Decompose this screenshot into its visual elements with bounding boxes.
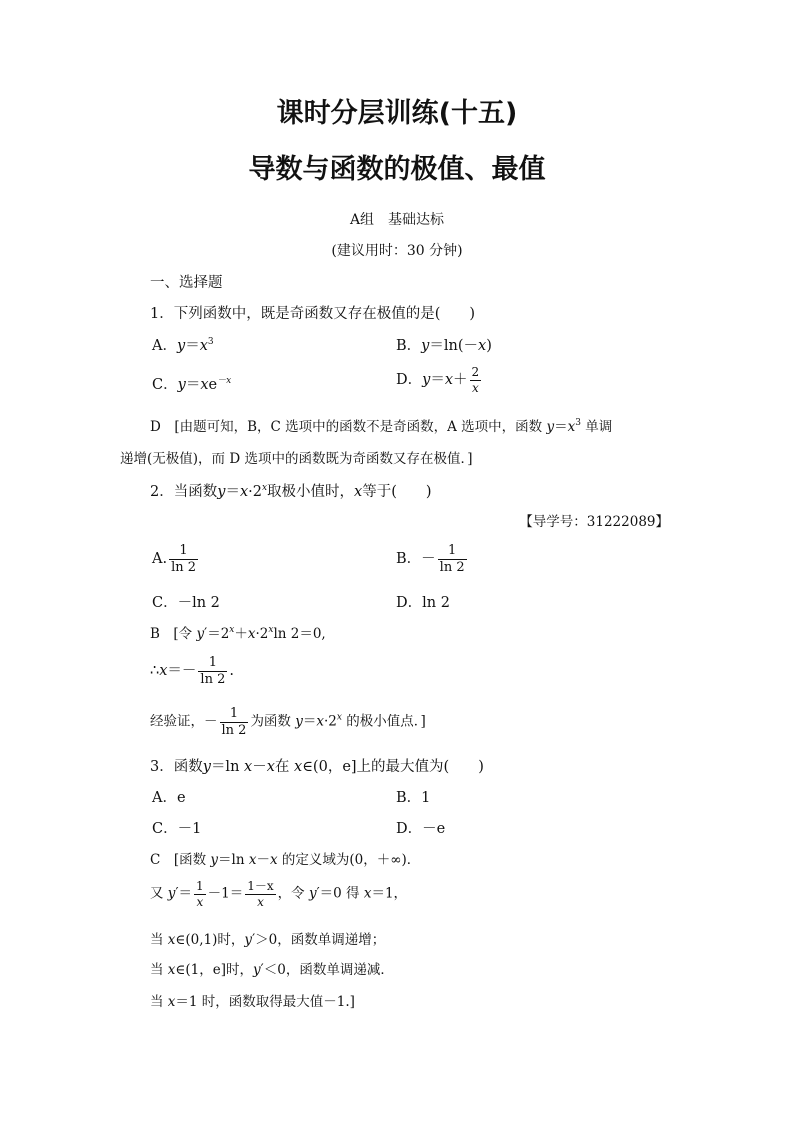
fraction: $\frac{1}{x}$ (196, 879, 204, 909)
q2-explanation-line3: 经验证，－ $\frac{1}{\ln 2}$ 为函数 $y=x\cdot 2^x$ 的极小值点．] (150, 706, 426, 738)
page-title: 课时分层训练(十五) (276, 98, 518, 129)
q3-option-c: C．－1 (152, 821, 202, 837)
q3-option-d: D．－e (396, 821, 446, 837)
q3-explanation-line5: 当 x＝1 时，函数取得最大值－1.] (150, 994, 355, 1010)
q2-stem: 2．当函数$y=x\cdot 2^x$取极小值时，x等于( ) (150, 483, 432, 500)
section-heading: 一、选择题 (150, 275, 223, 291)
guide-number: 【导学号：31222089】 (519, 514, 669, 530)
suggested-time: (建议用时：30 分钟) (331, 243, 463, 259)
q2-option-b: B．－ $\frac{1}{\ln 2}$ (396, 543, 465, 575)
q3-explanation-line1: C [函数 y＝ln x－x 的定义域为(0，＋∞)． (150, 852, 421, 868)
q3-option-b: B．1 (396, 790, 431, 806)
q1-option-c: C．$y=xe^{-x}$ (152, 376, 232, 393)
q3-explanation-line3: 当 x∈(0,1)时，y′＞0，函数单调递增； (150, 932, 386, 948)
q1-explanation-line2: 递增(无极值)，而 D 选项中的函数既为奇函数又存在极值．] (120, 451, 473, 467)
fraction: $\frac{1}{\ln 2}$ (171, 543, 197, 575)
q2-explanation-line2: ∴x＝－ $\frac{1}{\ln 2}$ . (150, 655, 234, 687)
q1-option-d: D．y＝x＋ $\frac{2}{x}$ (396, 365, 480, 395)
group-label: A组 基础达标 (349, 212, 445, 228)
q3-explanation-line2: 又 y′＝ $\frac{1}{x}$ －1＝ $\frac{1-x}{x}$ ，令 y′＝0 得 x＝1， (150, 879, 408, 909)
q2-option-d: D．ln 2 (396, 595, 450, 611)
fraction: $\frac{1}{\ln 2}$ (439, 543, 465, 575)
fraction: $\frac{2}{x}$ (471, 365, 480, 395)
q1-option-b: B．y＝ln(－x) (396, 338, 492, 354)
page-subtitle: 导数与函数的极值、最值 (248, 154, 546, 185)
q1-stem: 1．下列函数中，既是奇函数又存在极值的是( ) (150, 306, 476, 322)
fraction: $\frac{1}{\ln 2}$ (200, 655, 226, 687)
q2-option-a: A. $\frac{1}{\ln 2}$ (152, 543, 197, 575)
q3-option-a: A．e (152, 790, 186, 806)
fraction: $\frac{1}{\ln 2}$ (221, 706, 247, 738)
q3-explanation-line4: 当 x∈(1，e]时，y′＜0，函数单调递减． (150, 962, 394, 978)
q2-explanation-line1: B [令 $y'=2^x+x\cdot 2^x\ln$ 2＝0, (150, 625, 326, 642)
q3-stem: 3．函数y＝ln x－x在 x∈(0，e]上的最大值为( ) (150, 759, 484, 775)
q1-explanation-line1: D [由题可知，B，C 选项中的函数不是奇函数，A 选项中，函数 $y=x^3$ 单调 (150, 418, 613, 435)
q1-option-a: A．$y=x^3$ (152, 337, 214, 354)
q2-option-c: C．－ln 2 (152, 595, 220, 611)
fraction: $\frac{1-x}{x}$ (247, 879, 274, 909)
